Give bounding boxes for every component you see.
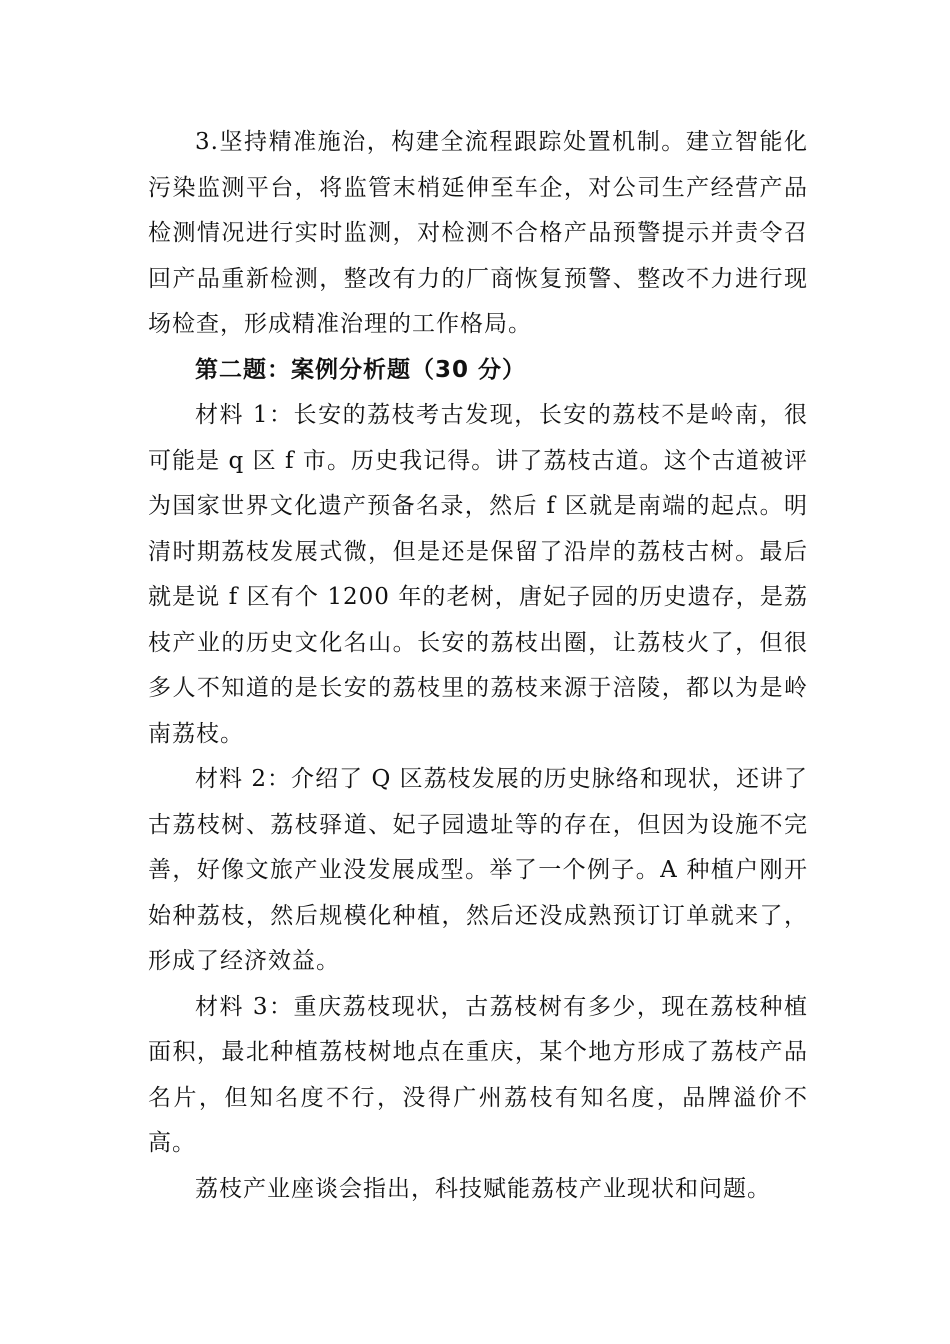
document-page xyxy=(148,120,808,1212)
paragraph-material-2: 材料 2：介绍了 Q 区荔枝发展的历史脉络和现状，还讲了古荔枝树、荔枝驿道、妃子园遗址等的存在，但因为设施不完善，好像文旅产业没发展成型。举了一个例子。A 种植户刚开始种荔枝，然后规模化种植，然后还没成熟预订订单就来了，形成了经济效益。 xyxy=(148,766,808,974)
paragraph-measure-3: 3.坚持精准施治，构建全流程跟踪处置机制。建立智能化污染监测平台，将监管末梢延伸至车企，对公司生产经营产品检测情况进行实时监测，对检测不合格产品预警提示并责令召回产品重新检测，整改有力的厂商恢复预警、整改不力进行现场检查，形成精准治理的工作格局。 xyxy=(148,129,808,337)
paragraph-material-1: 材料 1：长安的荔枝考古发现，长安的荔枝不是岭南，很可能是 q 区 f 市。历史我记得。讲了荔枝古道。这个古道被评为国家世界文化遗产预备名录，然后 f 区就是南端的起点。明清时期荔枝发展式微，但是还是保留了沿岸的荔枝古树。最后就是说 f 区有个 1200 年的老树，唐妃子园的历史遗存，是荔枝产业的历史文化名山。长安的荔枝出圈，让荔枝火了，但很多人不知道的是长安的荔枝里的荔枝来源于涪陵，都以为是岭南荔枝。 xyxy=(148,402,808,747)
paragraph-forum-summary: 荔枝产业座谈会指出，科技赋能荔枝产业现状和问题。 xyxy=(195,1175,771,1202)
paragraph-material-3: 材料 3：重庆荔枝现状，古荔枝树有多少，现在荔枝种植面积，最北种植荔枝树地点在重庆，某个地方形成了荔枝产品名片，但知名度不行，没得广州荔枝有知名度，品牌溢价不高。 xyxy=(148,993,808,1156)
section-heading-case-analysis: 第二题：案例分析题（30 分） xyxy=(195,356,527,383)
